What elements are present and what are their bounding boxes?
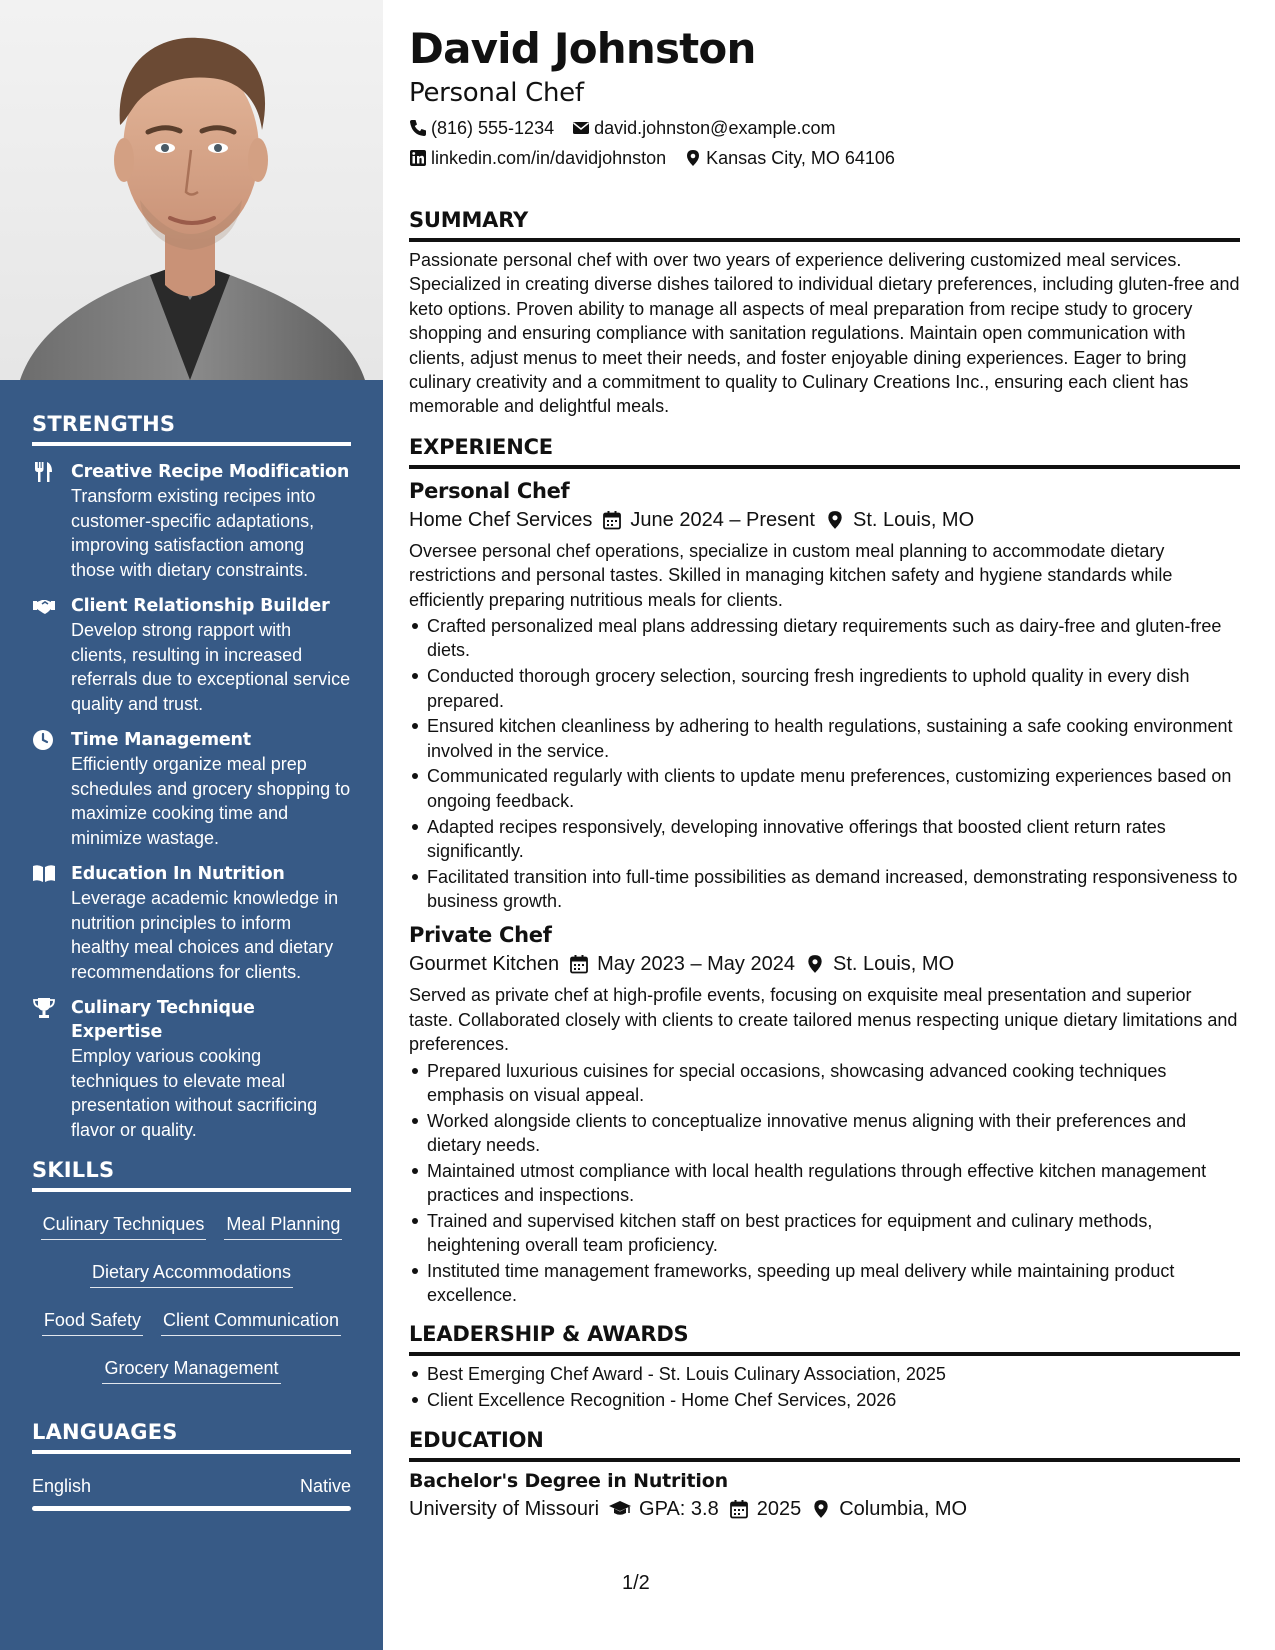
job-meta — [409, 505, 1240, 535]
job-bullets — [409, 614, 1240, 913]
map-pin-icon — [805, 954, 825, 974]
job-bullet: Adapted recipes responsively, developing innovative offerings that boosted client return rates significantly. — [427, 815, 1240, 864]
phone-icon — [409, 119, 427, 137]
skill-tag: Culinary Techniques — [41, 1212, 207, 1240]
email-text[interactable]: david.johnston@example.com — [594, 118, 836, 138]
skill-tag: Grocery Management — [102, 1356, 280, 1384]
languages-heading: LANGUAGES — [32, 1420, 351, 1454]
language-name: English — [32, 1476, 92, 1496]
envelope-icon — [572, 119, 590, 137]
strength-desc: Leverage academic knowledge in nutrition principles to inform healthy meal choices and dietary recommendations for clients. — [71, 888, 339, 982]
job-company: Gourmet Kitchen — [409, 953, 560, 976]
job-bullet: Instituted time management frameworks, speeding up meal delivery while maintaining product excellence. — [427, 1259, 1240, 1308]
profile-photo — [0, 0, 383, 380]
languages-section — [32, 1420, 351, 1511]
job-dates-text: May 2023 – May 2024 — [597, 953, 795, 976]
experience-heading: EXPERIENCE — [409, 433, 1240, 469]
job-bullet: Facilitated transition into full-time possibilities as demand increased, demonstrating responsiveness to business growth. — [427, 865, 1240, 914]
education-gpa-text: GPA: 3.8 — [639, 1498, 719, 1520]
linkedin-text[interactable]: linkedin.com/in/davidjohnston — [431, 148, 667, 168]
candidate-title: Personal Chef — [409, 78, 584, 108]
job-bullets — [409, 1059, 1240, 1308]
job-location — [825, 505, 974, 535]
summary-text: Passionate personal chef with over two years of experience delivering customized meal services. Specialized in creating diverse dishes tailored to individual dietary preferences, including gluten-free and keto options. Proven ability to manage all aspects of meal preparation from recipe study to grocery shopping and ensuring compliance with sanitation regulations. Maintain open communication with clients, adjust menus to meet their needs, and foster enjoyable dining experiences. Eager to bring culinary creativity and a commitment to quality to Culinary Creations Inc., ensuring each client has memorable and delightful meals. — [409, 250, 1240, 417]
contact-linkedin[interactable] — [409, 144, 666, 172]
contact-email[interactable] — [572, 114, 835, 142]
strength-title: Time Management — [71, 730, 251, 750]
awards-heading: LEADERSHIP & AWARDS — [409, 1320, 1240, 1356]
strength-desc: Develop strong rapport with clients, resulting in increased referrals due to exceptional service quality and trust. — [71, 620, 351, 714]
summary-heading: SUMMARY — [409, 206, 1240, 242]
skill-tag: Food Safety — [42, 1308, 143, 1336]
map-pin-icon — [811, 1499, 831, 1519]
contact-row — [409, 144, 1240, 172]
main-content — [409, 22, 1240, 1524]
strength-title: Creative Recipe Modification — [71, 462, 350, 482]
job-description: Oversee personal chef operations, specialize in custom meal planning to accommodate dietary restrictions and personal tastes. Skilled in managing kitchen safety and hygiene standards while efficiently preparing nutritious meals for clients. — [409, 540, 1173, 610]
award-item: Client Excellence Recognition - Home Chef Services, 2026 — [427, 1388, 1240, 1412]
skills-list — [32, 1192, 351, 1384]
graduation-cap-icon — [609, 1499, 631, 1519]
job-bullet: Crafted personalized meal plans addressing dietary requirements such as dairy-free and gluten-free diets. — [427, 614, 1240, 663]
education-year-text: 2025 — [756, 1498, 802, 1520]
strength-item — [32, 460, 351, 582]
education-school: University of Missouri — [409, 1498, 600, 1520]
clock-icon — [32, 729, 56, 751]
skill-tag: Client Communication — [161, 1308, 341, 1336]
phone-text: (816) 555-1234 — [431, 118, 555, 138]
education-year — [729, 1494, 802, 1524]
language-item — [32, 1476, 351, 1497]
utensils-icon — [32, 461, 56, 483]
job-dates — [569, 949, 795, 979]
book-icon — [32, 863, 56, 885]
job-bullet: Maintained utmost compliance with local health regulations through effective kitchen management practices and inspections. — [427, 1159, 1240, 1208]
linkedin-icon — [409, 149, 427, 167]
contact-location — [684, 144, 895, 172]
summary-section — [409, 206, 1240, 419]
job-location-text: St. Louis, MO — [832, 953, 955, 976]
job-bullet: Prepared luxurious cuisines for special occasions, showcasing advanced cooking techniques emphasis on visual appeal. — [427, 1059, 1240, 1108]
job-location-text: St. Louis, MO — [853, 508, 975, 531]
strength-title: Culinary Technique Expertise — [71, 998, 255, 1042]
skill-tag: Meal Planning — [224, 1212, 342, 1240]
strengths-section — [32, 412, 351, 1142]
job-bullet: Communicated regularly with clients to update menu preferences, customizing experiences based on ongoing feedback. — [427, 764, 1240, 813]
candidate-name: David Johnston — [409, 24, 756, 73]
job-dates — [602, 505, 815, 535]
contact-row — [409, 114, 1240, 142]
map-pin-icon — [684, 149, 702, 167]
job-description: Served as private chef at high-profile events, focusing on exquisite meal presentation and superior taste. Collaborated closely with clients to create tailored menus respecting unique dietary limitations and preferences. — [409, 985, 1238, 1055]
language-level: Native — [299, 1476, 351, 1496]
strength-desc: Transform existing recipes into customer-specific adaptations, improving satisfaction among those with dietary constraints. — [71, 486, 316, 580]
calendar-icon — [602, 510, 622, 530]
trophy-icon — [32, 997, 56, 1019]
page-number: 1/2 — [622, 1572, 650, 1594]
award-item: Best Emerging Chef Award - St. Louis Culinary Association, 2025 — [427, 1362, 1240, 1386]
calendar-icon — [569, 954, 589, 974]
education-location-text: Columbia, MO — [839, 1498, 968, 1520]
strengths-heading: STRENGTHS — [32, 412, 351, 446]
calendar-icon — [729, 1499, 749, 1519]
job-entry — [409, 921, 1240, 1307]
skills-section — [32, 1158, 351, 1384]
education-degree: Bachelor's Degree in Nutrition — [409, 1470, 728, 1492]
job-meta — [409, 949, 1240, 979]
strength-desc: Efficiently organize meal prep schedules and grocery shopping to maximize cooking time and minimize wastage. — [71, 754, 351, 848]
job-location — [805, 949, 954, 979]
experience-section — [409, 433, 1240, 1308]
skill-tag: Dietary Accommodations — [90, 1260, 293, 1288]
map-pin-icon — [825, 510, 845, 530]
awards-section — [409, 1320, 1240, 1412]
language-proficiency-bar — [32, 1506, 351, 1511]
strength-title: Education In Nutrition — [71, 864, 285, 884]
job-bullet: Ensured kitchen cleanliness by adhering to health regulations, sustaining a safe cooking environment involved in the service. — [427, 714, 1240, 763]
strength-title: Client Relationship Builder — [71, 596, 330, 616]
job-dates-text: June 2024 – Present — [630, 508, 815, 531]
job-title: Private Chef — [409, 923, 552, 948]
education-gpa — [609, 1494, 719, 1524]
contact-phone — [409, 114, 554, 142]
handshake-icon — [32, 595, 56, 617]
job-title: Personal Chef — [409, 478, 570, 503]
strength-item — [32, 862, 351, 984]
location-text: Kansas City, MO 64106 — [706, 148, 895, 168]
job-bullet: Trained and supervised kitchen staff on best practices for equipment and culinary methods, heightening overall team proficiency. — [427, 1209, 1240, 1258]
education-meta — [409, 1494, 1240, 1524]
strength-desc: Employ various cooking techniques to elevate meal presentation without sacrificing flavor or quality. — [71, 1046, 318, 1140]
education-location — [811, 1494, 967, 1524]
awards-list — [409, 1362, 1240, 1412]
job-bullet: Conducted thorough grocery selection, sourcing fresh ingredients to uphold quality in every dish prepared. — [427, 664, 1240, 713]
job-company: Home Chef Services — [409, 508, 593, 531]
job-bullet: Worked alongside clients to conceptualize innovative menus aligning with their preferences and dietary needs. — [427, 1109, 1240, 1158]
education-heading: EDUCATION — [409, 1426, 1240, 1462]
strength-item — [32, 996, 351, 1142]
strength-item — [32, 728, 351, 850]
education-section — [409, 1426, 1240, 1524]
job-entry — [409, 477, 1240, 914]
skills-heading: SKILLS — [32, 1158, 351, 1192]
sidebar — [0, 0, 383, 1650]
strength-item — [32, 594, 351, 716]
